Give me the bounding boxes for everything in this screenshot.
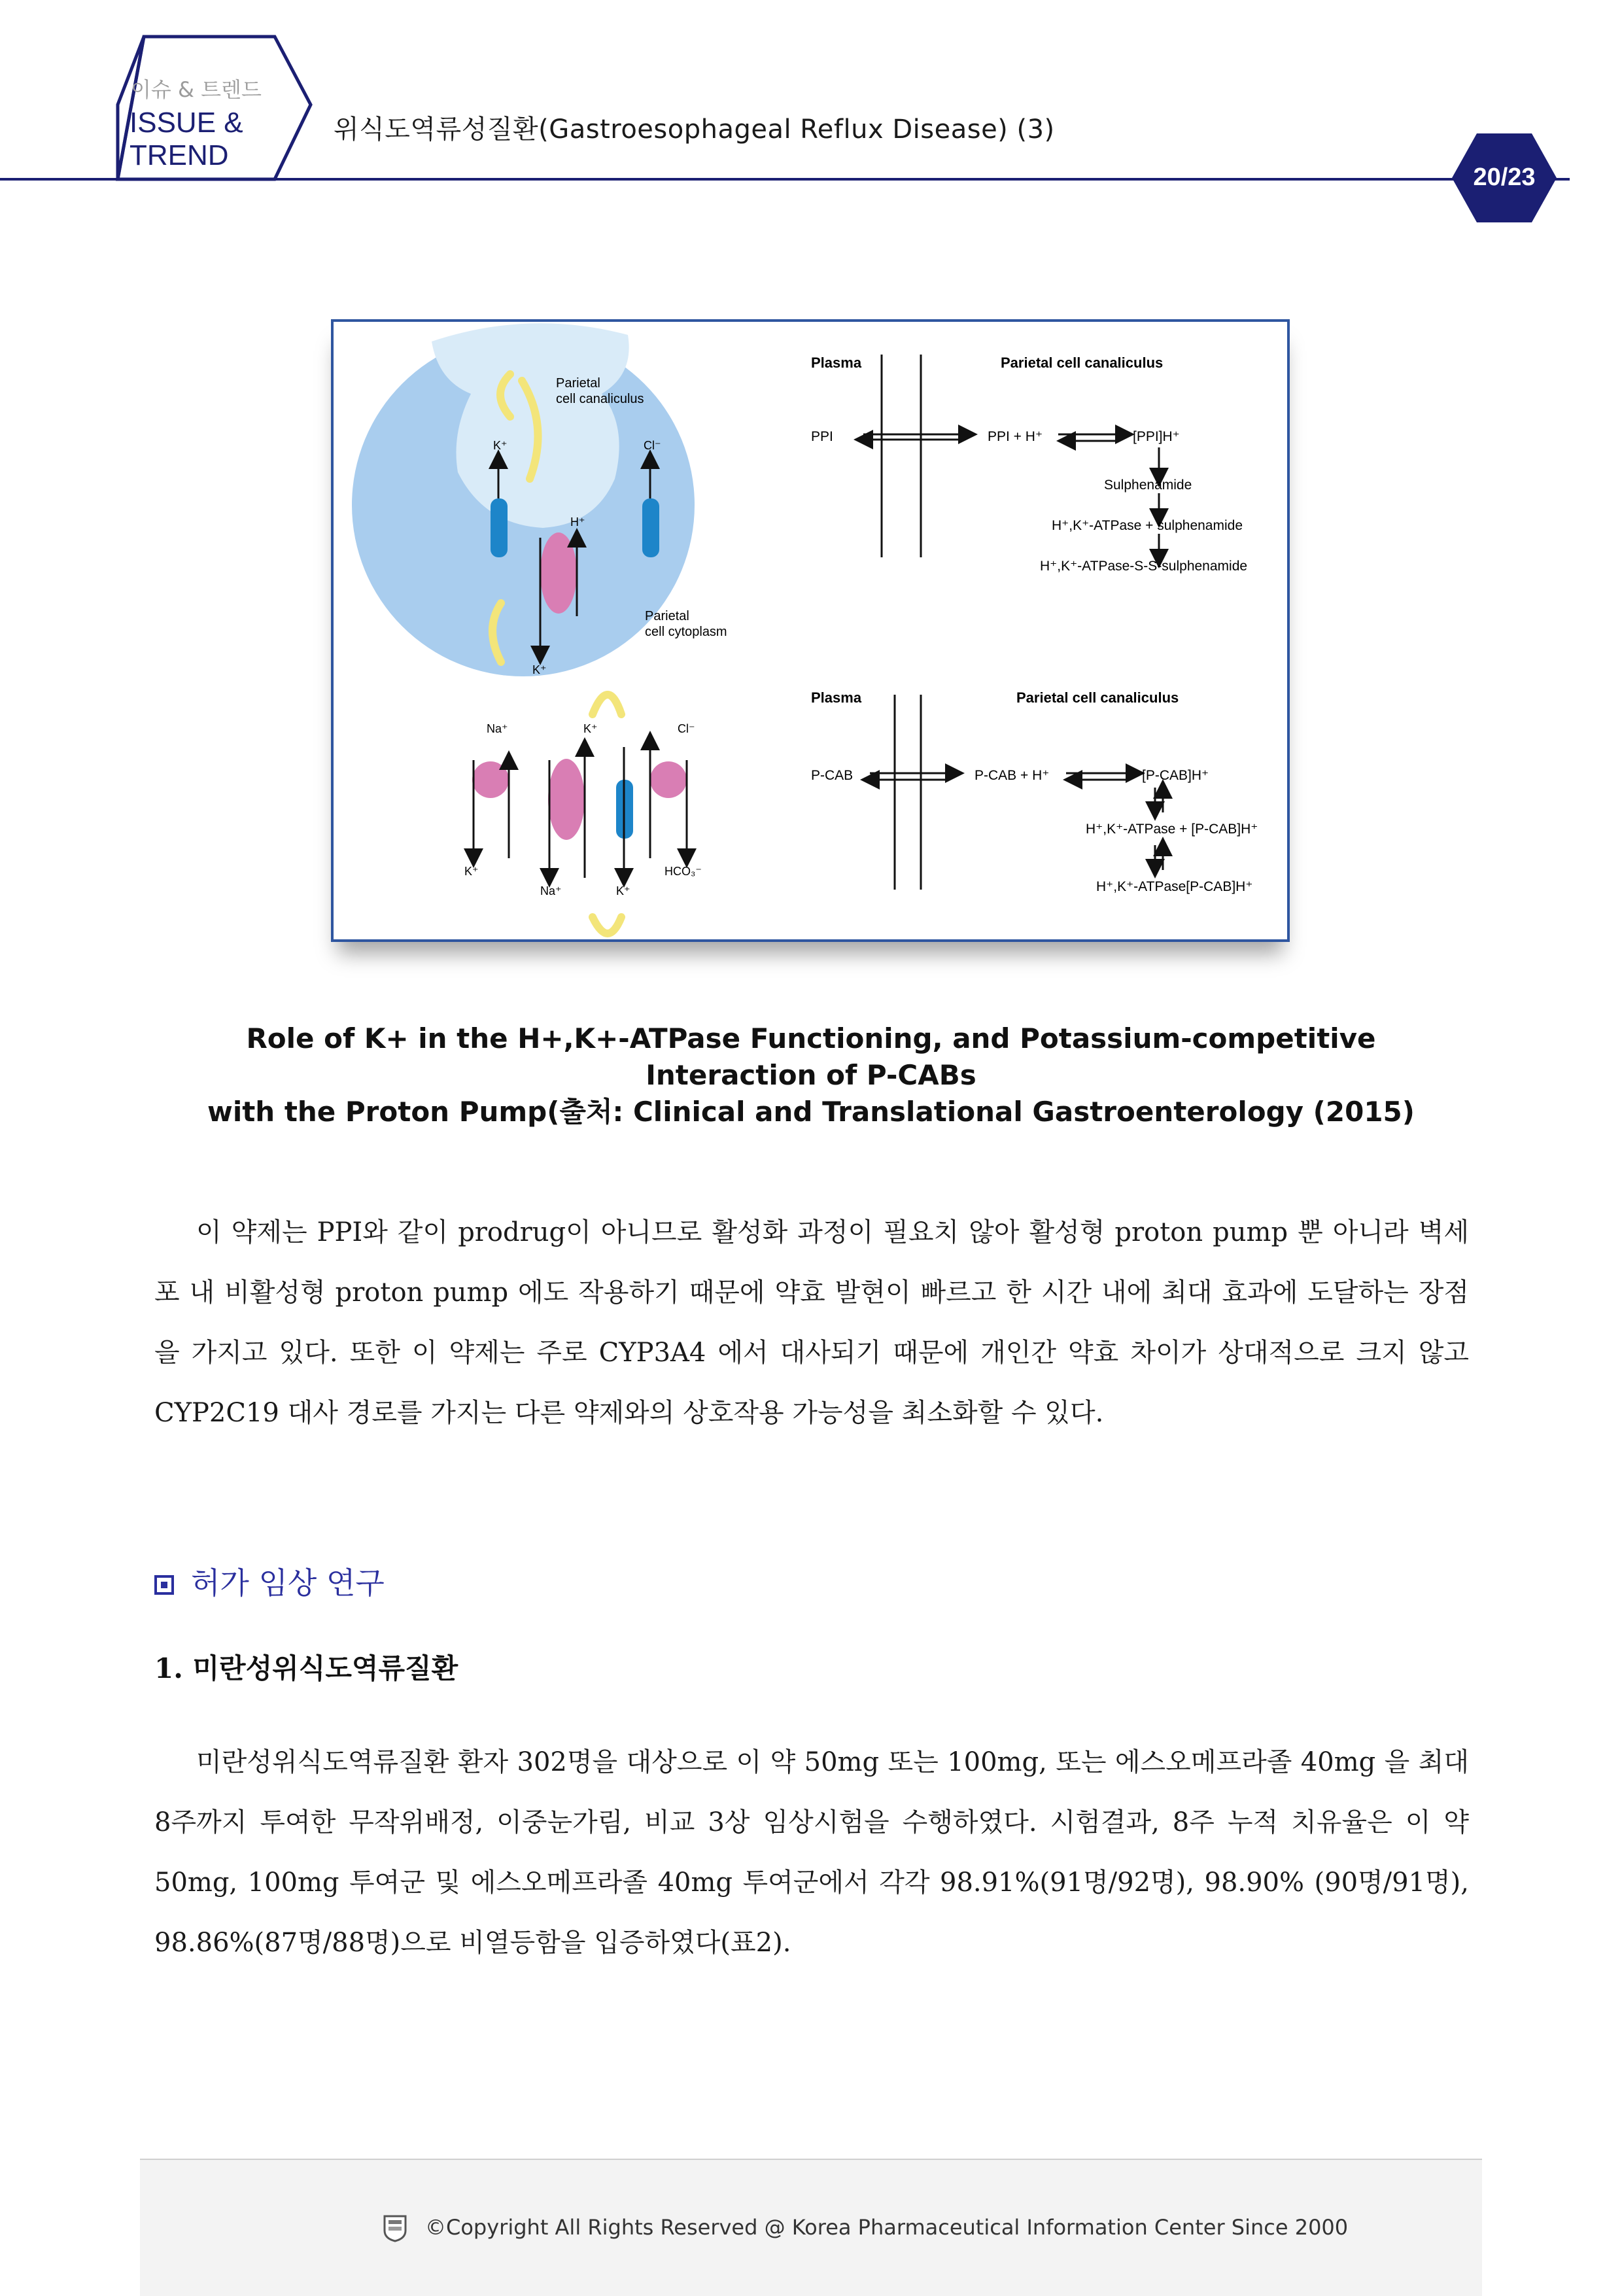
- figure-caption: [157, 1020, 1465, 1130]
- section-heading-text: 허가 임상 연구: [191, 1565, 385, 1601]
- pcab-scheme: [870, 695, 1163, 890]
- figure-caption-line1: Role of K+ in the H+,K+-ATPase Functioning, and Potassium-competitive Interaction of P-CABs: [246, 1022, 1376, 1091]
- pcab-step2: H⁺,K⁺-ATPase + [P-CAB]H⁺: [1086, 822, 1258, 837]
- pcab-plasma-label: Plasma: [811, 689, 862, 706]
- ppi-step1: PPI + H⁺: [988, 429, 1043, 444]
- sub-heading: 1. 미란성위식도역류질환: [154, 1652, 458, 1684]
- ion-k-mid: K⁺: [532, 663, 547, 676]
- ion-cl-bottom: Cl⁻: [678, 722, 695, 735]
- ppi-drug-label: PPI: [811, 429, 833, 444]
- header-rule: [0, 178, 1570, 181]
- ppi-canaliculus-label: Parietal cell canaliculus: [1001, 355, 1164, 371]
- ppi-plasma-label: Plasma: [811, 355, 862, 371]
- ion-h: H⁺: [570, 515, 585, 529]
- ion-k-mid2: K⁺: [583, 722, 598, 735]
- footer-copyright: ©Copyright All Rights Reserved @ Korea Pharmaceutical Information Center Since 2000: [425, 2215, 1349, 2240]
- shield-logo-icon: [382, 2214, 408, 2242]
- ppi-step3: H⁺,K⁺-ATPase + sulphenamide: [1052, 518, 1243, 533]
- pcab-drug-label: P-CAB: [811, 768, 854, 783]
- badge-korean-label: 이슈 & 트렌드: [131, 77, 262, 102]
- parietal-cell-illustration: [352, 323, 695, 933]
- square-bullet-icon: [154, 1575, 174, 1595]
- figure-caption-line2: with the Proton Pump(출처: Clinical and Translational Gastroenterology (2015): [207, 1096, 1415, 1128]
- pcab-step1-product: [P-CAB]H⁺: [1142, 768, 1209, 783]
- canaliculus-label-1: Parietal: [556, 376, 600, 391]
- cytoplasm-label-1: Parietal: [645, 609, 689, 623]
- body-paragraph-2: 미란성위식도역류질환 환자 302명을 대상으로 이 약 50mg 또는 100mg, 또는 에스오메프라졸 40mg 을 최대 8주까지 투여한 무작위배정, 이중눈가림, 비교 3상 임상시험을 수행하였다. 시험결과, 8주 누적 치유율은 이 약 50mg, 100mg 투여군 및 에스오메프라졸 40mg 투여군에서 각각 98.91%(91명/92명), 98.90% (90명/91명), 98.86%(87명/88명)으로 비열등함을 입증하였다(표2).: [154, 1747, 1469, 1958]
- ion-na-mid: Na⁺: [487, 722, 508, 735]
- ppi-step1-product: [PPI]H⁺: [1133, 429, 1180, 444]
- ion-k-top: K⁺: [493, 439, 508, 452]
- body-paragraph-1: 이 약제는 PPI와 같이 prodrug이 아니므로 활성화 과정이 필요치 않아 활성형 proton pump 뿐 아니라 벽세포 내 비활성형 proton pump 에도 작용하기 때문에 약효 발현이 빠르고 한 시간 내에 최대 효과에 도달하는 장점을 가지고 있다. 또한 이 약제는 주로 CYP3A4 에서 대사되기 때문에 개인간 약효 차이가 상대적으로 크지 않고 CYP2C19 대사 경로를 가지는 다른 약제와의 상호작용 가능성을 최소화할 수 있다.: [154, 1217, 1469, 1428]
- pcab-step3: H⁺,K⁺-ATPase[P-CAB]H⁺: [1096, 879, 1253, 894]
- cytoplasm-label-2: cell cytoplasm: [645, 625, 727, 639]
- ion-k-bottom2: K⁺: [616, 884, 630, 897]
- pcab-canaliculus-label: Parietal cell canaliculus: [1016, 689, 1179, 706]
- mechanism-figure: [331, 319, 1290, 942]
- badge-trend-label: TREND: [129, 139, 229, 171]
- canaliculus-label-2: cell canaliculus: [556, 392, 644, 406]
- pcab-step1: P-CAB + H⁺: [975, 768, 1050, 783]
- mechanism-diagram: [334, 322, 1287, 939]
- ion-cl-top: Cl⁻: [644, 439, 661, 452]
- ion-hco3: HCO₃⁻: [664, 865, 702, 878]
- ppi-step4: H⁺,K⁺-ATPase-S-S-sulphenamide: [1040, 559, 1248, 574]
- section-heading: [154, 1559, 385, 1603]
- header-title: 위식도역류성질환(Gastroesophageal Reflux Disease) (3): [334, 114, 1055, 145]
- ion-na-bottom: Na⁺: [540, 884, 562, 897]
- page-number: 20/23: [1473, 164, 1536, 191]
- ppi-step2: Sulphenamide: [1104, 478, 1192, 493]
- badge-issue-label: ISSUE &: [129, 107, 243, 139]
- ion-k-bottom: K⁺: [464, 865, 479, 878]
